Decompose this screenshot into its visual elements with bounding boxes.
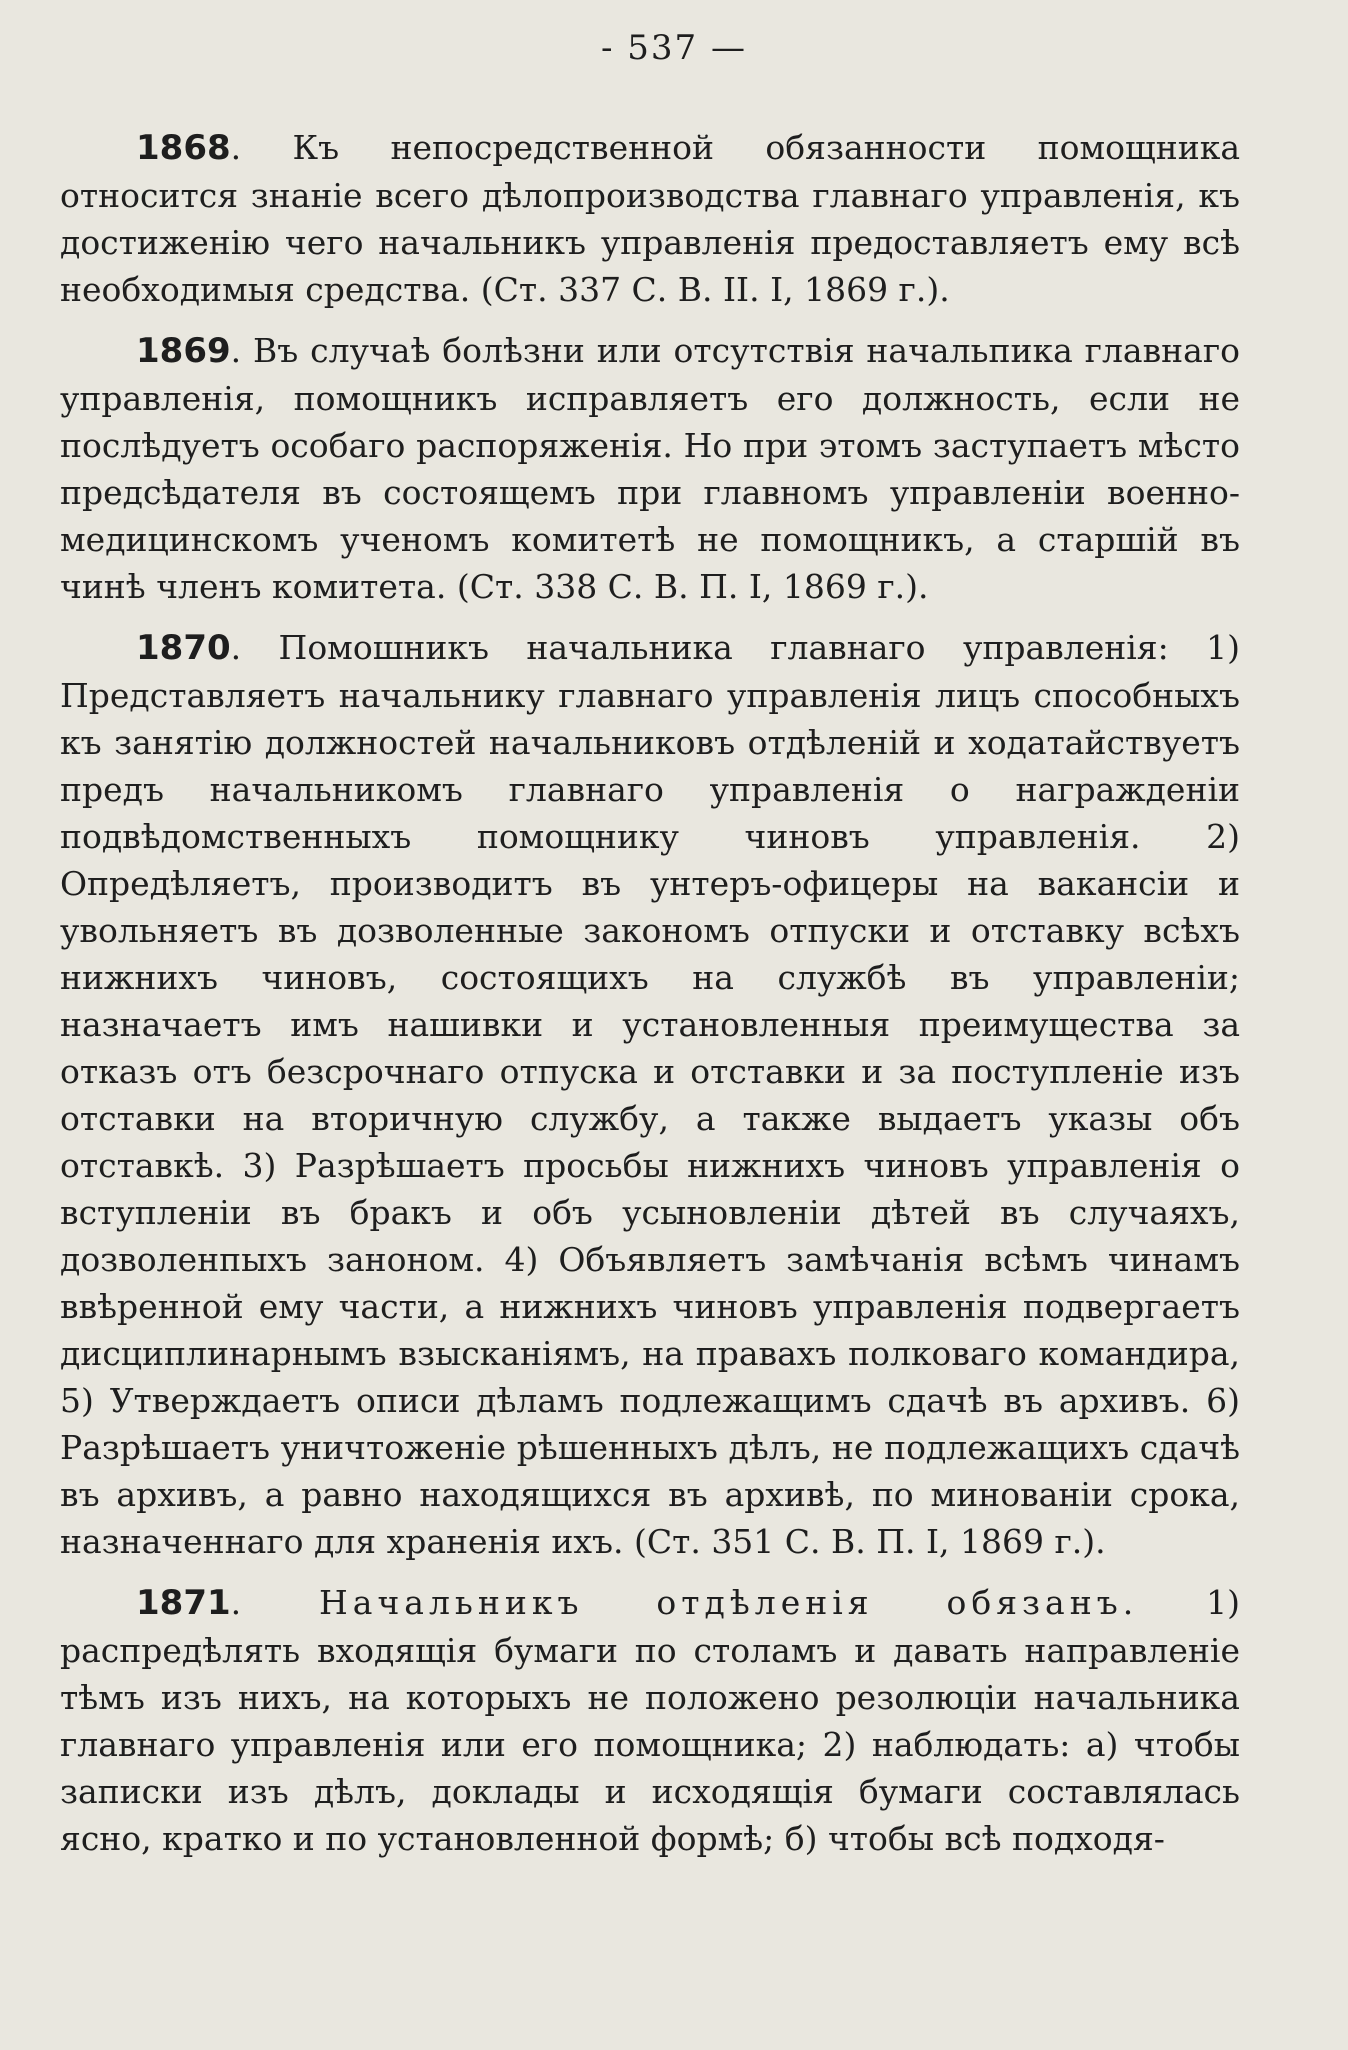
article-text: . Къ непосредственной обязанности помощника относится знаніе всего дѣлопроизводства главнаго управленія, къ достиженію чего начальникъ управленія предоставляетъ ему всѣ необходимыя средства. (Ст. 337 С. В. II. I, 1869 г.). [60,128,1240,309]
article-1871 [60,1579,1240,1862]
article-text: 1) распредѣлять входящія бумаги по столамъ и давать направленіе тѣмъ изъ нихъ, на которыхъ не положено резолюціи начальника главнаго управленія или его помощника; 2) наблюдать: а) чтобы записки изъ дѣлъ, доклады и исходящія бумаги составлялась ясно, кратко и по установленной формѣ; б) чтобы всѣ подходя- [60,1583,1240,1858]
article-number: 1868 [136,128,231,168]
page-body [60,124,1240,1876]
page-number: - 537 — [601,28,747,68]
article-number: 1869 [136,331,231,371]
article-number: 1871 [136,1583,231,1623]
article-1869 [60,327,1240,610]
article-heading-spaced: . Начальникъ отдѣленія обязанъ. [230,1583,1139,1622]
article-text: . Въ случаѣ болѣзни или отсутствія начальпика главнаго управленія, помощникъ исправляетъ его должность, если не послѣдуетъ особаго распоряженія. Но при этомъ заступаетъ мѣсто предсѣдателя въ состоящемъ при главномъ управленіи военно-медицинскомъ ученомъ комитетѣ не помощникъ, а старшій въ чинѣ членъ комитета. (Ст. 338 С. В. П. I, 1869 г.). [60,331,1240,606]
article-number: 1870 [136,628,231,668]
article-1868 [60,124,1240,313]
article-text: . Помошникъ начальника главнаго управленія: 1) Представляетъ начальнику главнаго управленія лицъ способныхъ къ занятію должностей начальниковъ отдѣленій и ходатайствуетъ предъ начальникомъ главнаго управленія о награжденіи подвѣдомственныхъ помощнику чиновъ управленія. 2) Опредѣляетъ, производитъ въ унтеръ-офицеры на вакансіи и увольняетъ въ дозволенные закономъ отпуски и отставку всѣхъ нижнихъ чиновъ, состоящихъ на службѣ въ управленіи; назначаетъ имъ нашивки и установленныя преимущества за отказъ отъ безсрочнаго отпуска и отставки и за поступленіе изъ отставки на вторичную службу, а также выдаетъ указы объ отставкѣ. 3) Разрѣшаетъ просьбы нижнихъ чиновъ управленія о вступленіи въ бракъ и объ усыновленіи дѣтей въ случаяхъ, дозволенпыхъ заноном. 4) Объявляетъ замѣчанія всѣмъ чинамъ ввѣренной ему части, а нижнихъ чиновъ управленія подвергаетъ дисциплинарнымъ взысканіямъ, на правахъ полковаго командира, 5) Утверждаетъ описи дѣламъ подлежащимъ сдачѣ въ архивъ. 6) Разрѣшаетъ уничтоженіе рѣшенныхъ дѣлъ, не подлежащихъ сдачѣ въ архивъ, а равно находящихся въ архивѣ, по минованіи срока, назначеннаго для храненія ихъ. (Ст. 351 С. В. П. I, 1869 г.). [60,628,1240,1561]
article-1870 [60,624,1240,1565]
